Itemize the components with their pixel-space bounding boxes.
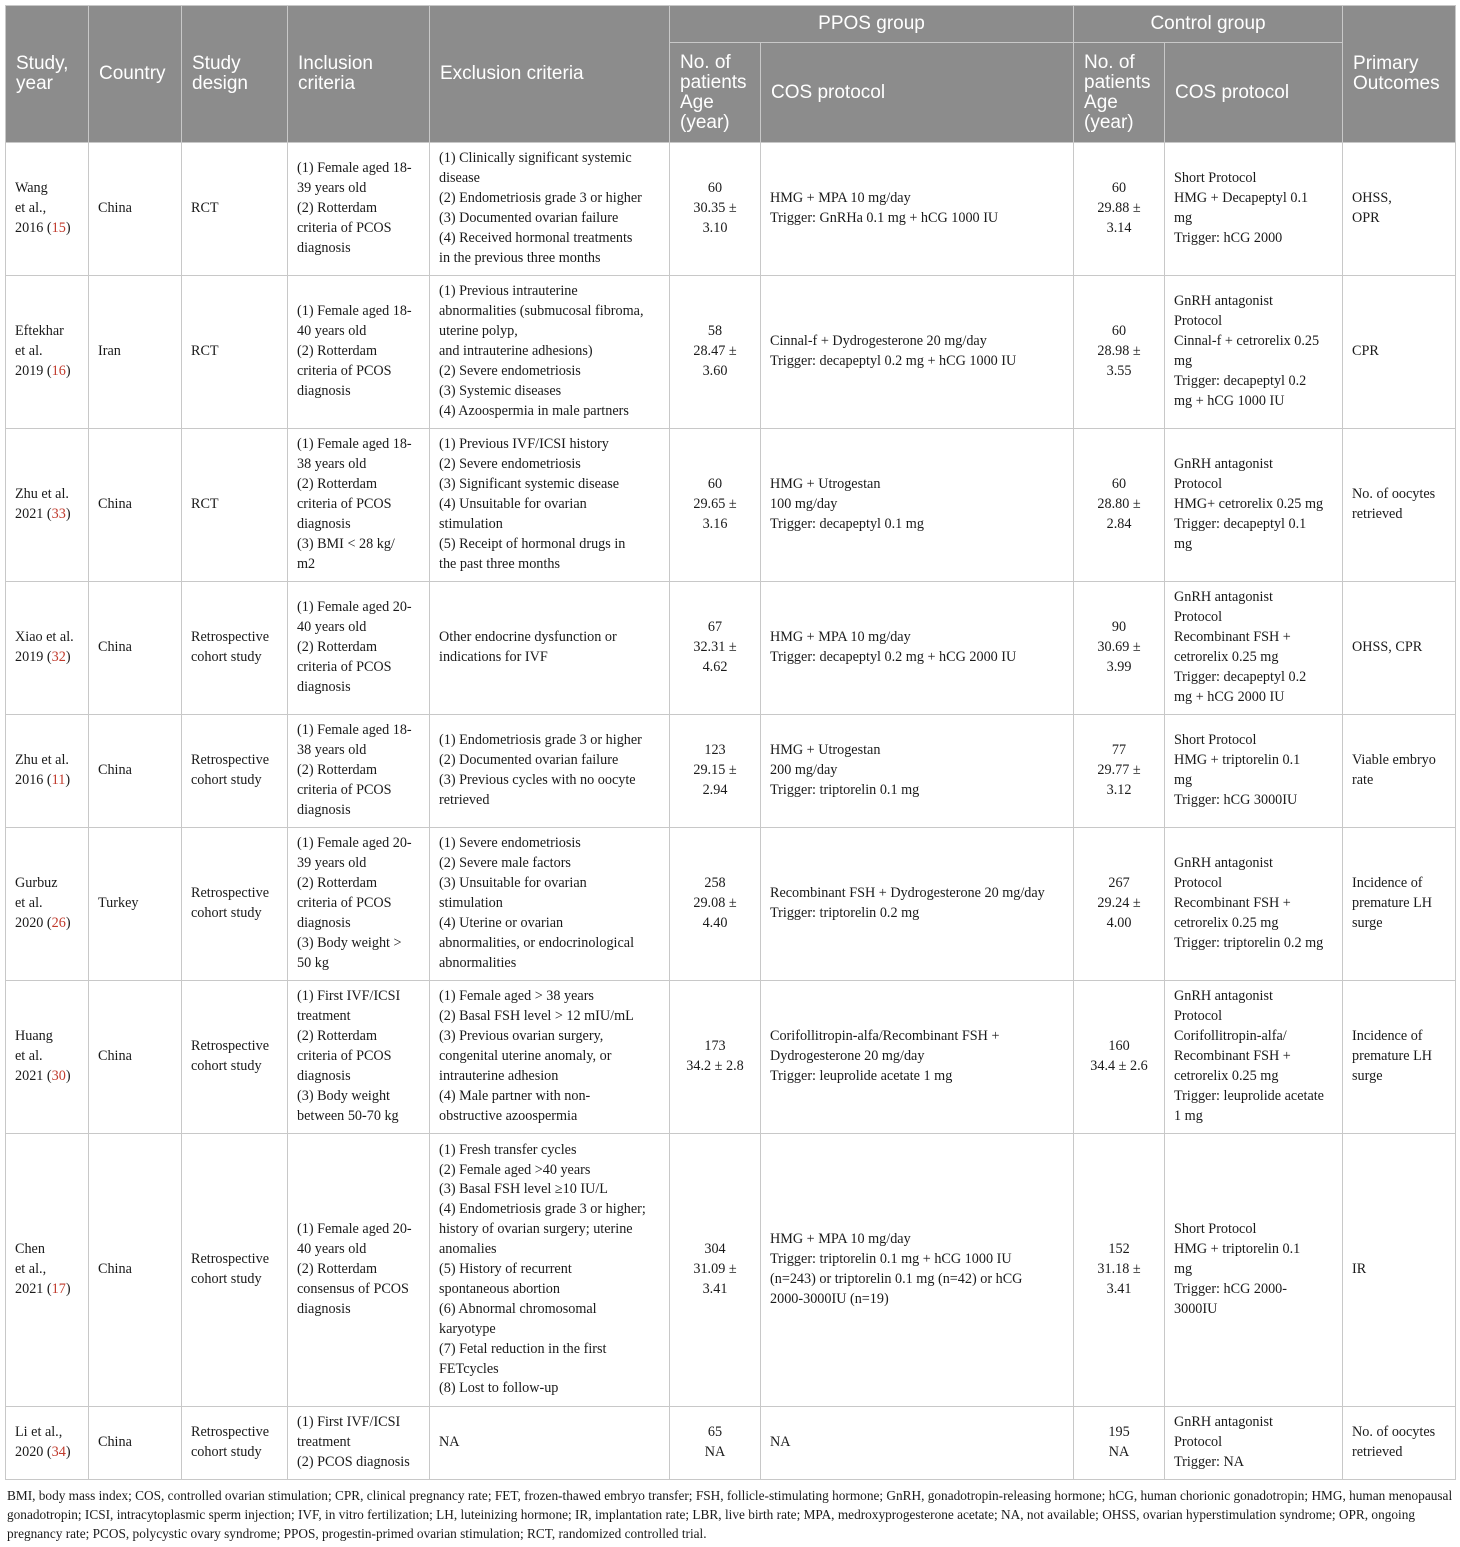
table-row [6,828,1456,981]
cell-inclusion-criteria: (1) First IVF/ICSI treatment (2) Rotterdam criteria of PCOS diagnosis (3) Body weight between 50-70 kg [288,981,430,1134]
cell-country: China [89,715,182,828]
cell-exclusion-criteria: (1) Previous intrauterine abnormalities (submucosal fibroma, uterine polyp, and intrauterine adhesions) (2) Severe endometriosis (3) Systemic diseases (4) Azoospermia in male partners [430,276,670,429]
cell-study-design: RCT [182,143,288,276]
cell-ppos-patients-age: 123 29.15 ± 2.94 [670,715,761,828]
cell-control-cos-protocol: GnRH antagonist Protocol Trigger: NA [1165,1407,1343,1480]
cell-country: China [89,143,182,276]
cell-country: Iran [89,276,182,429]
cell-control-patients-age: 60 28.98 ± 3.55 [1074,276,1165,429]
cell-control-cos-protocol: GnRH antagonist Protocol Recombinant FSH + cetrorelix 0.25 mg Trigger: decapeptyl 0.2 mg + hCG 2000 IU [1165,582,1343,715]
header-control-patients-age: No. of patients Age (year) [1074,43,1165,143]
cell-primary-outcomes: Incidence of premature LH surge [1343,981,1456,1134]
cell-primary-outcomes: OHSS, OPR [1343,143,1456,276]
cell-study-year: Zhu et al. 2016 (11) [6,715,89,828]
cell-primary-outcomes: CPR [1343,276,1456,429]
cell-ppos-cos-protocol: NA [761,1407,1074,1480]
study-characteristics-table [5,5,1456,1480]
table-row [6,715,1456,828]
cell-study-design: Retrospective cohort study [182,1134,288,1407]
cell-control-cos-protocol: GnRH antagonist Protocol Corifollitropin-alfa/ Recombinant FSH + cetrorelix 0.25 mg Trigger: leuprolide acetate 1 mg [1165,981,1343,1134]
header-exclusion-criteria: Exclusion criteria [430,6,670,143]
cell-control-cos-protocol: GnRH antagonist Protocol Cinnal-f + cetrorelix 0.25 mg Trigger: decapeptyl 0.2 mg + hCG 1000 IU [1165,276,1343,429]
table-row [6,582,1456,715]
cell-inclusion-criteria: (1) Female aged 18- 38 years old (2) Rotterdam criteria of PCOS diagnosis [288,715,430,828]
header-ppos-patients-age: No. of patients Age (year) [670,43,761,143]
cell-control-patients-age: 77 29.77 ± 3.12 [1074,715,1165,828]
cell-study-year: Eftekhar et al. 2019 (16) [6,276,89,429]
table-row [6,1407,1456,1480]
cell-control-patients-age: 152 31.18 ± 3.41 [1074,1134,1165,1407]
header-country: Country [89,6,182,143]
cell-country: China [89,981,182,1134]
table-row [6,143,1456,276]
table-body [6,143,1456,1480]
cell-exclusion-criteria: (1) Fresh transfer cycles (2) Female aged >40 years (3) Basal FSH level ≥10 IU/L (4) Endometriosis grade 3 or higher; history of ovarian surgery; uterine anomalies (5) History of recurrent spontaneous abortion (6) Abnormal chromosomal karyotype (7) Fetal reduction in the first FETcycles (8) Lost to follow-up [430,1134,670,1407]
cell-ppos-patients-age: 60 29.65 ± 3.16 [670,429,761,582]
header-primary-outcomes: Primary Outcomes [1343,6,1456,143]
header-ppos-group: PPOS group [670,6,1074,43]
cell-ppos-cos-protocol: HMG + Utrogestan 200 mg/day Trigger: triptorelin 0.1 mg [761,715,1074,828]
cell-study-year: Zhu et al. 2021 (33) [6,429,89,582]
cell-primary-outcomes: IR [1343,1134,1456,1407]
cell-ppos-cos-protocol: Cinnal-f + Dydrogesterone 20 mg/day Trigger: decapeptyl 0.2 mg + hCG 1000 IU [761,276,1074,429]
reference-link[interactable]: 33 [51,506,66,522]
cell-exclusion-criteria: (1) Clinically significant systemic disease (2) Endometriosis grade 3 or higher (3) Documented ovarian failure (4) Received hormonal treatments in the previous three months [430,143,670,276]
cell-ppos-patients-age: 173 34.2 ± 2.8 [670,981,761,1134]
cell-exclusion-criteria: (1) Female aged > 38 years (2) Basal FSH level > 12 mIU/mL (3) Previous ovarian surgery, congenital uterine anomaly, or intrauterine adhesion (4) Male partner with non- obstructive azoospermia [430,981,670,1134]
table-container [5,5,1455,1543]
cell-primary-outcomes: No. of oocytes retrieved [1343,1407,1456,1480]
table-footnote: BMI, body mass index; COS, controlled ovarian stimulation; CPR, clinical pregnancy rate; FET, frozen-thawed embryo transfer; FSH, follicle-stimulating hormone; GnRH, gonadotropin-releasing hormone; hCG, human chorionic gonadotropin; HMG, human menopausal gonadotropin; ICSI, intracytoplasmic sperm injection; IVF, in vitro fertilization; LH, luteinizing hormone; IR, implantation rate; LBR, live birth rate; MPA, medroxyprogesterone acetate; NA, not available; OHSS, ovarian hyperstimulation syndrome; OPR, ongoing pregnancy rate; PCOS, polycystic ovary syndrome; PPOS, progestin-primed ovarian stimulation; RCT, randomized controlled trial. [7,1488,1453,1541]
cell-ppos-patients-age: 60 30.35 ± 3.10 [670,143,761,276]
cell-control-patients-age: 60 28.80 ± 2.84 [1074,429,1165,582]
table-row [6,276,1456,429]
cell-control-cos-protocol: Short Protocol HMG + triptorelin 0.1 mg Trigger: hCG 2000- 3000IU [1165,1134,1343,1407]
cell-study-design: RCT [182,429,288,582]
cell-exclusion-criteria: (1) Endometriosis grade 3 or higher (2) Documented ovarian failure (3) Previous cycles with no oocyte retrieved [430,715,670,828]
table-row [6,429,1456,582]
cell-exclusion-criteria: NA [430,1407,670,1480]
header-control-group: Control group [1074,6,1343,43]
cell-country: China [89,582,182,715]
cell-study-year: Chen et al., 2021 (17) [6,1134,89,1407]
reference-link[interactable]: 34 [51,1444,66,1460]
cell-study-design: RCT [182,276,288,429]
reference-link[interactable]: 11 [51,772,66,788]
header-study-year: Study, year [6,6,89,143]
cell-ppos-patients-age: 65 NA [670,1407,761,1480]
reference-link[interactable]: 15 [51,219,66,236]
cell-study-year: Xiao et al. 2019 (32) [6,582,89,715]
cell-control-cos-protocol: Short Protocol HMG + Decapeptyl 0.1 mg Trigger: hCG 2000 [1165,143,1343,276]
cell-inclusion-criteria: (1) Female aged 18- 40 years old (2) Rotterdam criteria of PCOS diagnosis [288,276,430,429]
table-row [6,1134,1456,1407]
reference-link[interactable]: 26 [51,914,66,931]
cell-control-patients-age: 267 29.24 ± 4.00 [1074,828,1165,981]
cell-inclusion-criteria: (1) Female aged 20- 40 years old (2) Rotterdam criteria of PCOS diagnosis [288,582,430,715]
cell-study-year: Li et al., 2020 (34) [6,1407,89,1480]
reference-link[interactable]: 30 [51,1067,66,1084]
cell-control-cos-protocol: GnRH antagonist Protocol Recombinant FSH + cetrorelix 0.25 mg Trigger: triptorelin 0.2 mg [1165,828,1343,981]
cell-ppos-cos-protocol: Corifollitropin-alfa/Recombinant FSH + Dydrogesterone 20 mg/day Trigger: leuprolide acetate 1 mg [761,981,1074,1134]
cell-ppos-cos-protocol: HMG + MPA 10 mg/day Trigger: GnRHa 0.1 mg + hCG 1000 IU [761,143,1074,276]
reference-link[interactable]: 32 [51,649,66,665]
cell-exclusion-criteria: (1) Previous IVF/ICSI history (2) Severe endometriosis (3) Significant systemic disease (4) Unsuitable for ovarian stimulation (5) Receipt of hormonal drugs in the past three months [430,429,670,582]
cell-country: China [89,1134,182,1407]
reference-link[interactable]: 17 [51,1280,66,1297]
cell-ppos-patients-age: 67 32.31 ± 4.62 [670,582,761,715]
cell-control-patients-age: 90 30.69 ± 3.99 [1074,582,1165,715]
cell-primary-outcomes: Incidence of premature LH surge [1343,828,1456,981]
reference-link[interactable]: 16 [51,362,66,379]
cell-ppos-cos-protocol: HMG + Utrogestan 100 mg/day Trigger: decapeptyl 0.1 mg [761,429,1074,582]
header-inclusion-criteria: Inclusion criteria [288,6,430,143]
cell-study-design: Retrospective cohort study [182,715,288,828]
cell-ppos-cos-protocol: HMG + MPA 10 mg/day Trigger: decapeptyl 0.2 mg + hCG 2000 IU [761,582,1074,715]
cell-inclusion-criteria: (1) First IVF/ICSI treatment (2) PCOS diagnosis [288,1407,430,1480]
header-study-design: Study design [182,6,288,143]
cell-ppos-patients-age: 258 29.08 ± 4.40 [670,828,761,981]
cell-ppos-patients-age: 304 31.09 ± 3.41 [670,1134,761,1407]
cell-inclusion-criteria: (1) Female aged 20- 39 years old (2) Rotterdam criteria of PCOS diagnosis (3) Body weight > 50 kg [288,828,430,981]
cell-control-patients-age: 60 29.88 ± 3.14 [1074,143,1165,276]
cell-ppos-patients-age: 58 28.47 ± 3.60 [670,276,761,429]
table-row [6,981,1456,1134]
cell-primary-outcomes: Viable embryo rate [1343,715,1456,828]
header-ppos-cos-protocol: COS protocol [761,43,1074,143]
cell-study-design: Retrospective cohort study [182,981,288,1134]
cell-exclusion-criteria: Other endocrine dysfunction or indications for IVF [430,582,670,715]
cell-study-year: Wang et al., 2016 (15) [6,143,89,276]
cell-ppos-cos-protocol: HMG + MPA 10 mg/day Trigger: triptorelin 0.1 mg + hCG 1000 IU (n=243) or triptorelin 0.1 mg (n=42) or hCG 2000-3000IU (n=19) [761,1134,1074,1407]
cell-inclusion-criteria: (1) Female aged 20- 40 years old (2) Rotterdam consensus of PCOS diagnosis [288,1134,430,1407]
header-control-cos-protocol: COS protocol [1165,43,1343,143]
cell-primary-outcomes: OHSS, CPR [1343,582,1456,715]
cell-inclusion-criteria: (1) Female aged 18- 39 years old (2) Rotterdam criteria of PCOS diagnosis [288,143,430,276]
cell-control-cos-protocol: Short Protocol HMG + triptorelin 0.1 mg Trigger: hCG 3000IU [1165,715,1343,828]
cell-study-year: Huang et al. 2021 (30) [6,981,89,1134]
cell-ppos-cos-protocol: Recombinant FSH + Dydrogesterone 20 mg/day Trigger: triptorelin 0.2 mg [761,828,1074,981]
cell-control-patients-age: 195 NA [1074,1407,1165,1480]
cell-control-patients-age: 160 34.4 ± 2.6 [1074,981,1165,1134]
cell-study-design: Retrospective cohort study [182,1407,288,1480]
cell-primary-outcomes: No. of oocytes retrieved [1343,429,1456,582]
cell-study-year: Gurbuz et al. 2020 (26) [6,828,89,981]
cell-country: China [89,429,182,582]
cell-inclusion-criteria: (1) Female aged 18- 38 years old (2) Rotterdam criteria of PCOS diagnosis (3) BMI < 28 kg/ m2 [288,429,430,582]
cell-country: China [89,1407,182,1480]
cell-study-design: Retrospective cohort study [182,828,288,981]
cell-country: Turkey [89,828,182,981]
cell-control-cos-protocol: GnRH antagonist Protocol HMG+ cetrorelix 0.25 mg Trigger: decapeptyl 0.1 mg [1165,429,1343,582]
cell-exclusion-criteria: (1) Severe endometriosis (2) Severe male factors (3) Unsuitable for ovarian stimulation (4) Uterine or ovarian abnormalities, or endocrinological abnormalities [430,828,670,981]
cell-study-design: Retrospective cohort study [182,582,288,715]
